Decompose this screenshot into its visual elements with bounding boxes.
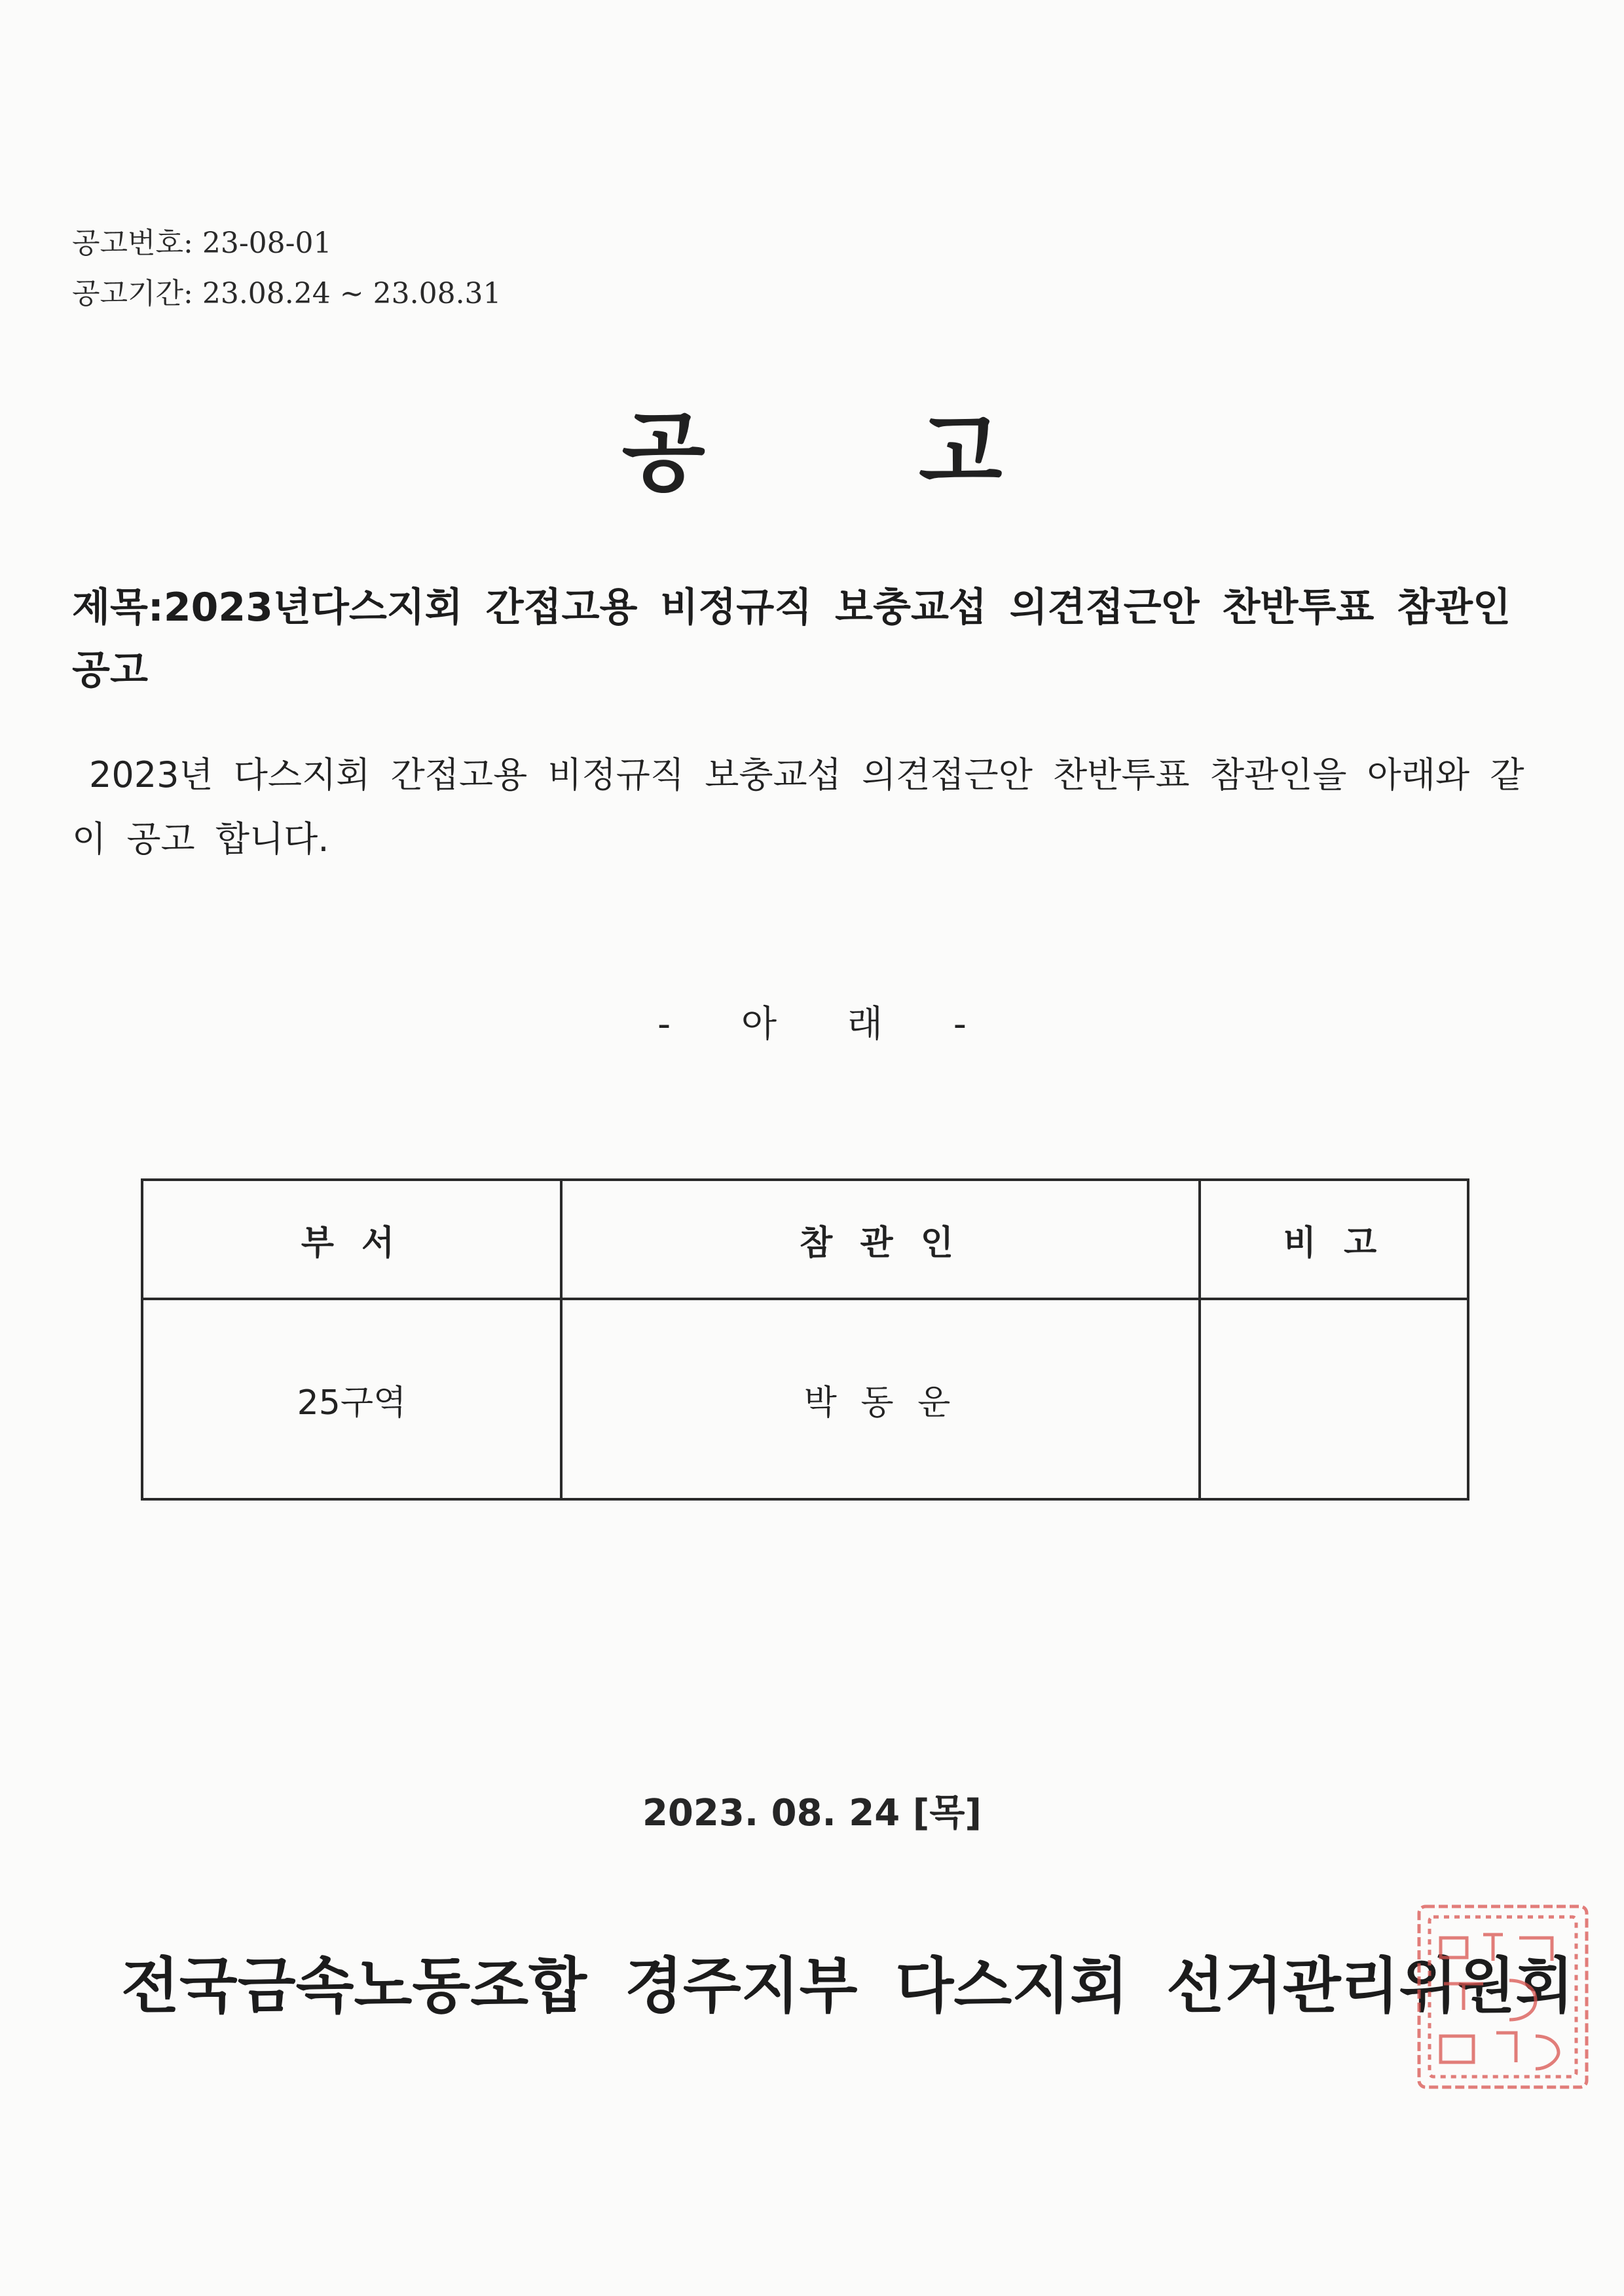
table-header-row (142, 1180, 1468, 1299)
header-department: 부 서 (142, 1180, 561, 1299)
notice-date: 2023. 08. 24 [목] (642, 1792, 982, 1834)
table-row (142, 1299, 1468, 1499)
cell-remarks (1200, 1299, 1468, 1499)
notice-body: 2023년 다스지회 간접고용 비정규직 보충교섭 의견접근안 찬반투표 참관인을 아래와 같이 공고 합니다. (72, 754, 1524, 860)
notice-period: 공고기간: 23.08.24 ~ 23.08.31 (72, 277, 502, 310)
notice-number: 공고번호: 23-08-01 (72, 227, 332, 260)
header-observer: 참 관 인 (561, 1180, 1200, 1299)
cell-department: 25구역 (142, 1299, 561, 1499)
cell-observer: 박 동 운 (561, 1299, 1200, 1499)
observer-table (141, 1178, 1469, 1501)
below-heading: - 아 래 - (657, 1003, 967, 1046)
header-remarks: 비 고 (1200, 1180, 1468, 1299)
notice-subject: 제목:2023년다스지회 간접고용 비정규직 보충교섭 의견접근안 찬반투표 참관인 공고 (72, 585, 1511, 693)
page-title: 공 고 (621, 403, 1003, 503)
official-seal-icon (1411, 1899, 1595, 2095)
issuer-name: 전국금속노동조합 경주지부 다스지회 선거관리위원회 (121, 1951, 1574, 2021)
